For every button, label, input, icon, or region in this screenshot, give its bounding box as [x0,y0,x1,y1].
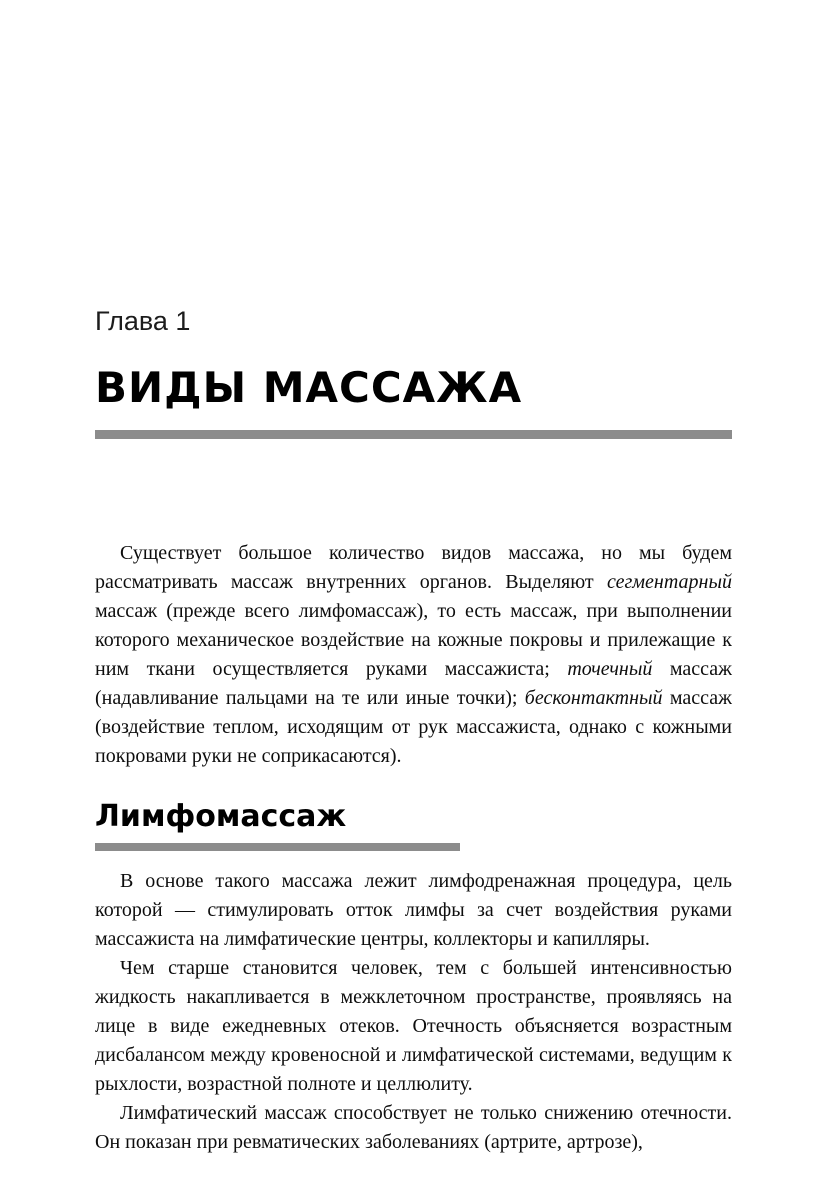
intro-segment-italic: сегментарный [606,571,732,593]
intro-segment: Существует большое количество видов массажа, но мы будем рассматривать массаж внутренних органов. Выделяют [95,542,732,593]
section-heading: Лимфомассаж [95,799,347,834]
intro-segment: массаж (надавливание пальцами на те или иные точки); [95,658,733,709]
intro-block [95,539,732,771]
page-content [95,0,732,1157]
intro-paragraph [95,539,732,771]
title-rule [95,430,732,439]
intro-segment: массаж (прежде всего лимфомассаж), то есть массаж, при выполнении которого механическое воздействие на кожные покровы и прилежащие к ним ткани осуществляется руками массажиста; [95,600,732,680]
intro-segment-italic: точечный [567,658,653,680]
section-body [95,867,732,1157]
intro-segment-italic: бесконтактный [524,687,663,709]
body-paragraph: Чем старше становится человек, тем с большей интенсивностью жидкость накапливается в межклеточном пространстве, проявляясь на лице в виде ежедневных отеков. Отечность объясняется возрастным дисбалансом между кровеносной и лимфатической системами, ведущим к рыхлости, возрастной полноте и целлюлиту. [95,957,732,1095]
body-paragraph: Лимфатический массаж способствует не только снижению отечности. Он показан при ревматических заболеваниях (артрите, артрозе), [95,1102,732,1153]
body-paragraph: В основе такого массажа лежит лимфодренажная процедура, цель которой — стимулировать отток лимфы за счет воздействия руками массажиста на лимфатические центры, коллекторы и капилляры. [95,870,732,950]
intro-segment: массаж (воздействие теплом, исходящим от рук массажиста, однако с кожными покровами руки не соприкасаются). [95,687,732,767]
section-heading-rule [95,843,460,851]
chapter-label: Глава 1 [95,306,191,336]
chapter-title: ВИДЫ МАССАЖА [95,363,523,412]
